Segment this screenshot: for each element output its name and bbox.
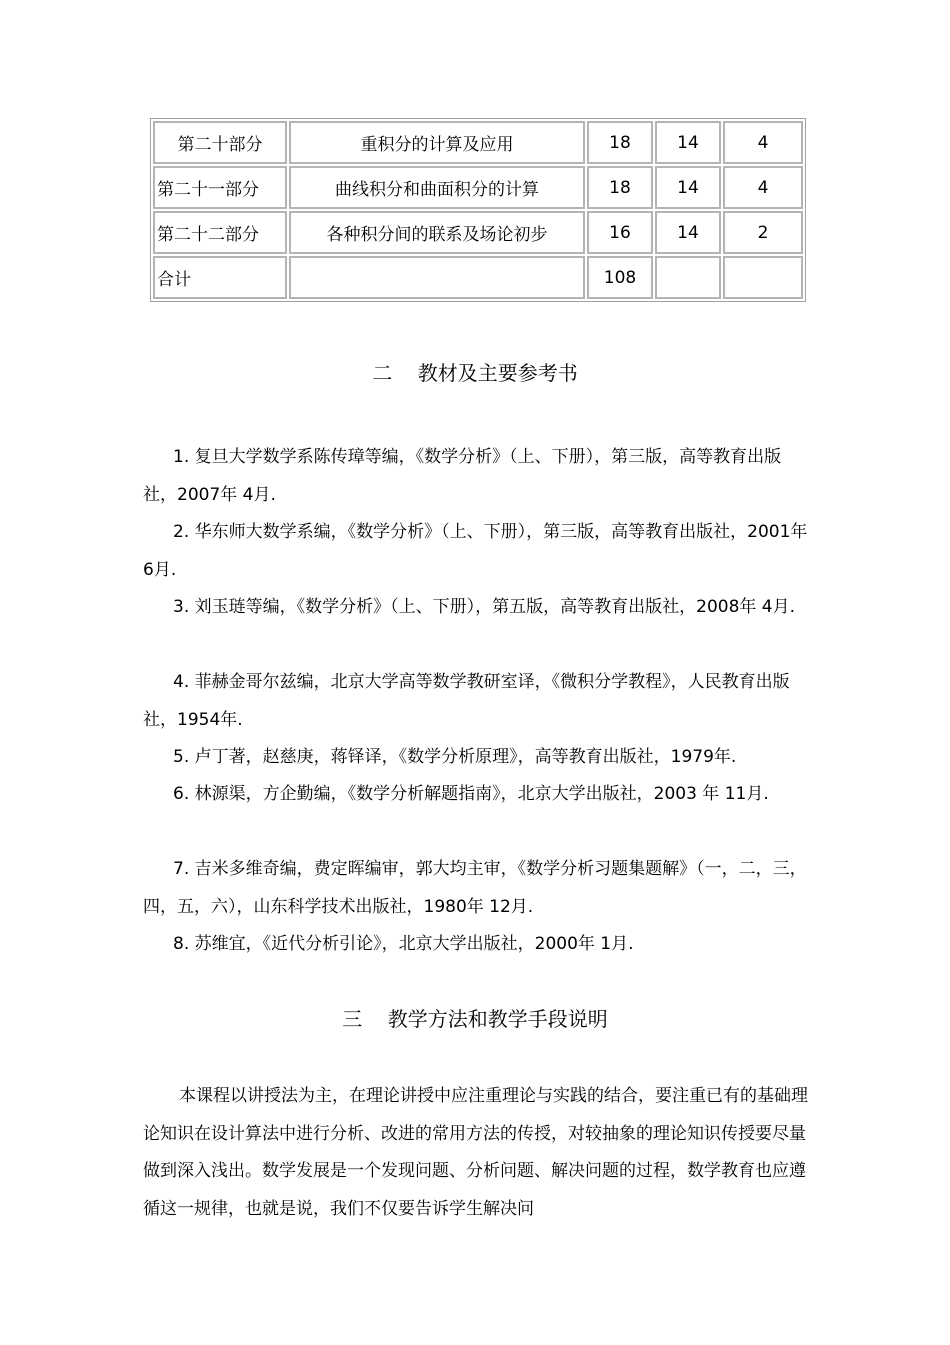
lecture-hours-cell: 14 <box>655 121 721 164</box>
exercise-hours-cell: 4 <box>723 166 803 209</box>
lecture-hours-cell: 14 <box>655 211 721 254</box>
topic-cell <box>289 256 585 299</box>
topic-cell: 曲线积分和曲面积分的计算 <box>289 166 585 209</box>
reference-item: 7. 吉米多维奇编，费定晖编审，郭大均主审，《数学分析习题集题解》（一，二，三，四，五，六），山东科学技术出版社，1980年 12月. <box>143 859 807 917</box>
exercise-hours-cell: 2 <box>723 211 803 254</box>
part-cell: 合计 <box>153 256 287 299</box>
lecture-hours-cell: 14 <box>655 166 721 209</box>
part-cell: 第二十二部分 <box>153 211 287 254</box>
topic-cell: 各种积分间的联系及场论初步 <box>289 211 585 254</box>
table-row <box>153 256 803 299</box>
reference-item: 4. 菲赫金哥尔兹编，北京大学高等数学教研室译，《微积分学教程》，人民教育出版社，1954年. <box>143 672 790 730</box>
part-cell: 第二十部分 <box>153 121 287 164</box>
reference-item: 2. 华东师大数学系编，《数学分析》（上、下册），第三版，高等教育出版社，2001年 6月. <box>143 522 808 580</box>
total-hours-cell: 108 <box>587 256 653 299</box>
reference-item: 5. 卢丁著，赵慈庚，蒋铎译，《数学分析原理》，高等教育出版社，1979年. <box>173 747 737 767</box>
table-row <box>153 166 803 209</box>
table-row <box>153 211 803 254</box>
reference-item: 8. 苏维宜，《近代分析引论》，北京大学出版社，2000年 1月. <box>173 934 634 954</box>
part-cell: 第二十一部分 <box>153 166 287 209</box>
section-2-heading: 二 教材及主要参考书 <box>372 361 578 385</box>
table-row <box>153 121 803 164</box>
total-hours-cell: 18 <box>587 121 653 164</box>
method-paragraph: 本课程以讲授法为主，在理论讲授中应注重理论与实践的结合，要注重已有的基础理论知识在设计算法中进行分析、改进的常用方法的传授，对较抽象的理论知识传授要尽量做到深入浅出。数学发展是一个发现问题、分析问题、解决问题的过程，数学教育也应遵循这一规律，也就是说，我们不仅要告诉学生解决问 <box>143 1086 808 1219</box>
hours-table <box>150 118 806 302</box>
topic-cell: 重积分的计算及应用 <box>289 121 585 164</box>
section-3-heading: 三 教学方法和教学手段说明 <box>342 1007 608 1031</box>
reference-item: 1. 复旦大学数学系陈传璋等编，《数学分析》（上、下册），第三版，高等教育出版社，2007年 4月. <box>143 447 782 505</box>
exercise-hours-cell <box>723 256 803 299</box>
reference-item: 6. 林源渠，方企勤编，《数学分析解题指南》，北京大学出版社，2003 年 11月. <box>173 784 769 804</box>
total-hours-cell: 16 <box>587 211 653 254</box>
exercise-hours-cell: 4 <box>723 121 803 164</box>
total-hours-cell: 18 <box>587 166 653 209</box>
reference-item: 3. 刘玉琏等编，《数学分析》（上、下册），第五版，高等教育出版社，2008年 4月. <box>173 597 796 617</box>
lecture-hours-cell <box>655 256 721 299</box>
